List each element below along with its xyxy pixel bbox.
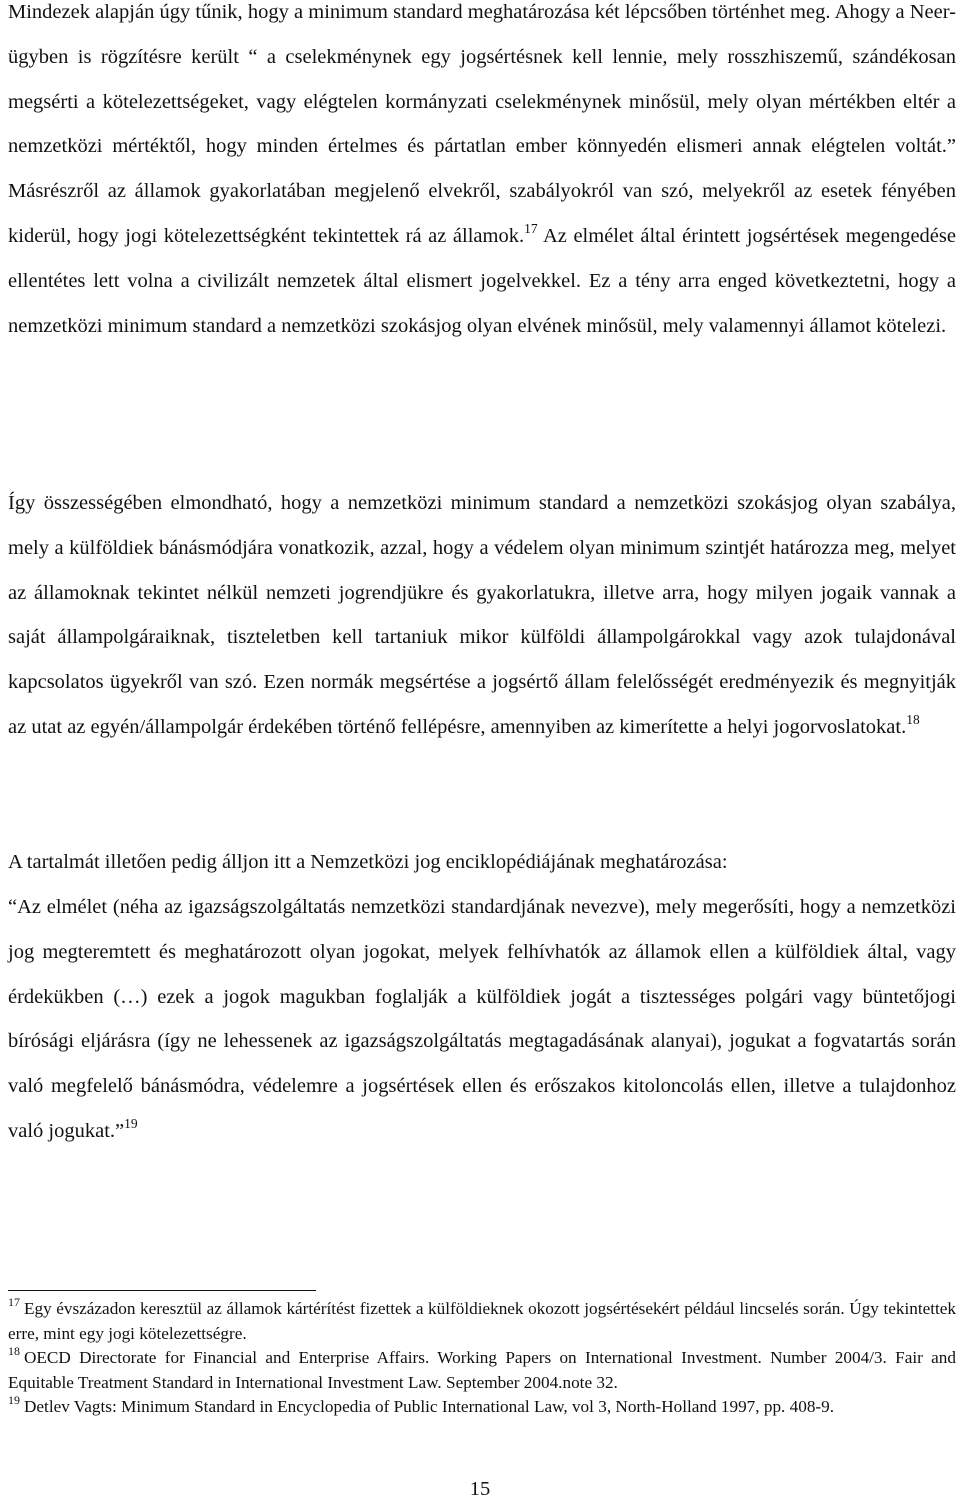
footnote-number: 19 xyxy=(8,1393,20,1408)
paragraph-encyclopedia-quote xyxy=(8,885,956,1154)
paragraph-minimum-standard-definition xyxy=(8,0,956,348)
footnote-17 xyxy=(8,1297,956,1346)
footnotes-section xyxy=(8,1297,956,1420)
paragraph-text: A tartalmát illetően pedig álljon itt a Nemzetközi jog enciklopédiájának meghatározása: xyxy=(8,851,728,873)
footnote-reference-18[interactable]: 18 xyxy=(906,712,920,728)
footnote-reference-17[interactable]: 17 xyxy=(524,221,538,237)
footnote-number: 17 xyxy=(8,1295,20,1309)
footnote-number: 18 xyxy=(8,1344,20,1359)
footnote-separator xyxy=(8,1290,316,1291)
page-number: 15 xyxy=(469,1478,491,1500)
paragraph-summary xyxy=(8,481,956,750)
footnote-19 xyxy=(8,1395,956,1420)
footnote-text: OECD Directorate for Financial and Enterprise Affairs. Working Papers on International Investment. Number 2004/3. Fair and Equitable Treatment Standard in International Investment Law. September 2004.note 32. xyxy=(8,1348,956,1392)
footnote-text: Detlev Vagts: Minimum Standard in Encyclopedia of Public International Law, vol 3, North-Holland 1997, pp. 408-9. xyxy=(24,1397,835,1417)
paragraph-encyclopedia-intro xyxy=(8,840,956,885)
footnote-reference-19[interactable]: 19 xyxy=(124,1116,138,1132)
footnote-text: Egy évszázadon keresztül az államok kártérítést fizettek a külföldieknek okozott jogsértésekért például lincselés során. Úgy tekintettek erre, mint egy jogi kötelezettségre. xyxy=(8,1299,956,1343)
paragraph-text: Mindezek alapján úgy tűnik, hogy a minimum standard meghatározása két lépcsőben történhet meg. Ahogy a Neer-ügyben is rögzítésre került “ a cselekménynek egy jogsértésnek kell lennie, mely rosszhiszemű, szándékosan megsérti a kötelezettségeket, vagy elégtelen kormányzati cselekménynek minősül, mely olyan mértékben eltér a nemzetközi mértéktől, hogy minden értelmes és pártatlan ember könnyedén elismeri annak elégtelen voltát.” Másrészről az államok gyakorlatában megjelenő elvekről, szabályokról van szó, melyekről az esetek fényében kiderül, hogy jogi kötelezettségként tekintettek rá az államok. xyxy=(8,1,956,247)
footnote-18 xyxy=(8,1346,956,1395)
paragraph-text-continued: Az elmélet által érintett jogsértések megengedése ellentétes lett volna a civilizált nemzetek által elismert jogelvekkel. Ez a tény arra enged következtetni, hogy a nemzetközi minimum standard a nemzetközi szokásjog olyan elvének minősül, mely valamennyi államot kötelezi. xyxy=(8,224,956,337)
quotation-text: “Az elmélet (néha az igazságszolgáltatás nemzetközi standardjának nevezve), mely megerősíti, hogy a nemzetközi jog megteremtett és meghatározott olyan jogokat, melyek felhívhatók az államok ellen a külföldiek által, vagy érdekükben (…) ezek a jogok magukban foglalják a külföldiek jogát a tisztességes polgári vagy büntetőjogi bírósági eljárásra (így ne lehessenek az igazságszolgáltatás megtagadásának alanyai), jogukat a fogvatartás során való megfelelő bánásmódra, védelemre a jogsértések ellen és erőszakos kitoloncolás ellen, illetve a tulajdonhoz való jogukat.” xyxy=(8,896,956,1142)
paragraph-text: Így összességében elmondható, hogy a nemzetközi minimum standard a nemzetközi szokásjog olyan szabálya, mely a külföldiek bánásmódjára vonatkozik, azzal, hogy a védelem olyan minimum szintjét határozza meg, melyet az államoknak tekintet nélkül nemzeti jogrendjükre és gyakorlatukra, illetve arra, hogy milyen jogaik vannak a saját állampolgáraiknak, tiszteletben kell tartaniuk mikor külföldi állampolgárokkal vagy azok tulajdonával kapcsolatos ügyekről van szó. Ezen normák megsértése a jogsértő állam felelősségét eredményezik és megnyitják az utat az egyén/állampolgár érdekében történő fellépésre, amennyiben az kimerítette a helyi jogorvoslatokat. xyxy=(8,492,956,738)
